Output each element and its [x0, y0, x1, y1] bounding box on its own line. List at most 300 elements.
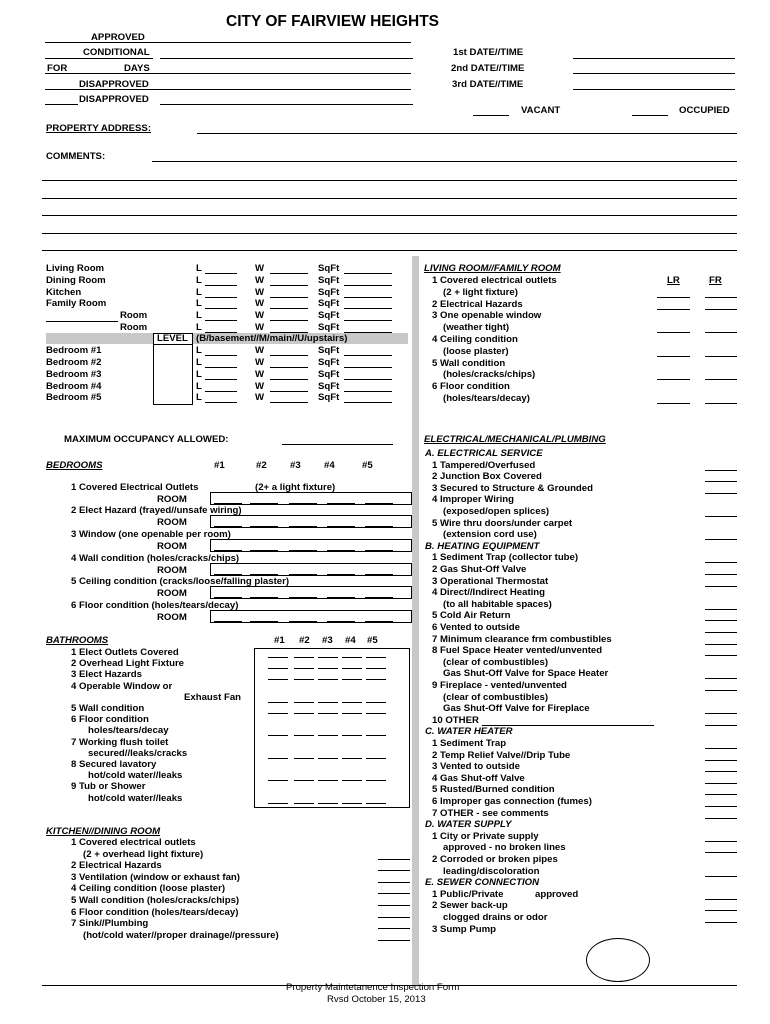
emp-blank[interactable]	[705, 725, 737, 726]
bathroom-blank[interactable]	[366, 668, 386, 669]
lr-field[interactable]	[657, 309, 690, 310]
bathroom-blank[interactable]	[294, 758, 314, 759]
emp-item: 3 Secured to Structure & Grounded	[432, 482, 593, 494]
dim-w-field[interactable]	[270, 355, 308, 356]
bathroom-blank[interactable]	[318, 668, 338, 669]
bathroom-blank[interactable]	[268, 668, 288, 669]
emp-blank[interactable]	[705, 562, 737, 563]
room-dining: Dining Room	[46, 275, 106, 286]
living-item: 6 Floor condition	[432, 381, 510, 393]
second-date-field[interactable]	[573, 73, 735, 74]
max-occupancy-field[interactable]	[282, 444, 393, 445]
emp-blank[interactable]	[705, 910, 737, 911]
room-bed1: Bedroom #1	[46, 345, 102, 356]
room-extra1: Room	[120, 310, 148, 321]
dim-l-field[interactable]	[205, 308, 237, 309]
emp-item: E. SEWER CONNECTION	[425, 877, 540, 889]
bedroom-room-label: ROOM	[157, 588, 187, 599]
bedroom-room-label: ROOM	[157, 494, 187, 505]
approved-label: APPROVED	[91, 32, 145, 43]
bedroom-blank[interactable]	[327, 574, 355, 575]
kitchen-blank[interactable]	[378, 940, 410, 941]
bedroom-blank[interactable]	[327, 526, 355, 527]
emp-blank[interactable]	[705, 620, 737, 621]
dim-l-label: L	[196, 263, 202, 274]
bathroom-blank[interactable]	[268, 735, 288, 736]
comments-line-2[interactable]	[42, 180, 737, 181]
bathroom-blank[interactable]	[366, 713, 386, 714]
emp-blank[interactable]	[705, 493, 737, 494]
emp-blank[interactable]	[705, 818, 737, 819]
level-label: LEVEL	[157, 333, 188, 344]
dim-w-field[interactable]	[270, 379, 308, 380]
dim-w-field[interactable]	[270, 402, 308, 403]
bathroom-blank[interactable]	[342, 668, 362, 669]
disapproved1-label: DISAPPROVED	[79, 79, 149, 90]
bedroom-blank[interactable]	[214, 550, 242, 551]
bedroom-blank[interactable]	[214, 526, 242, 527]
conditional-label: CONDITIONAL	[83, 47, 150, 58]
bathroom-blank[interactable]	[342, 657, 362, 658]
first-date-field[interactable]	[573, 58, 735, 59]
occupied-field[interactable]	[632, 115, 668, 116]
dim-sqft-field[interactable]	[344, 308, 392, 309]
dim-sqft-label: SqFt	[318, 369, 340, 380]
comments-line-4[interactable]	[42, 215, 737, 216]
bedroom-blank[interactable]	[289, 503, 317, 504]
bathroom-blank[interactable]	[294, 668, 314, 669]
kitchen-item: 2 Electrical Hazards	[71, 860, 162, 872]
dim-sqft-field[interactable]	[344, 367, 392, 368]
emp-item: (clear of combustibles)	[443, 691, 549, 703]
bathroom-item: 6 Floor condition	[71, 714, 149, 726]
fr-field[interactable]	[705, 297, 737, 298]
bedroom-col-5: #5	[362, 460, 373, 471]
vacant-field[interactable]	[473, 115, 509, 116]
bathroom-item: holes/tears/decay	[88, 725, 169, 737]
dim-w-field[interactable]	[270, 273, 308, 274]
bathroom-item: 5 Wall condition	[71, 703, 145, 714]
living-item: 3 One openable window	[432, 310, 542, 322]
bedroom-item: 6 Floor condition (holes/tears/decay)	[71, 600, 239, 611]
bathroom-blank[interactable]	[318, 657, 338, 658]
dim-l-label: L	[196, 310, 202, 321]
second-date-label: 2nd DATE//TIME	[451, 63, 525, 74]
bedroom-blank[interactable]	[250, 526, 278, 527]
emp-item: D. WATER SUPPLY	[425, 819, 512, 831]
comments-line-3[interactable]	[42, 198, 737, 199]
dim-l-field[interactable]	[205, 285, 237, 286]
bathroom-blank[interactable]	[318, 758, 338, 759]
comments-label: COMMENTS:	[46, 151, 106, 162]
bedroom-item: 2 Elect Hazard (frayed//unsafe wiring)	[71, 505, 242, 516]
lr-field[interactable]	[657, 403, 690, 404]
bathroom-blank[interactable]	[268, 702, 288, 703]
emp-blank[interactable]	[705, 783, 737, 784]
emp-blank[interactable]	[705, 632, 737, 633]
room-bed3: Bedroom #3	[46, 369, 102, 380]
kitchen-item: (hot/cold water//proper drainage//pressure)	[83, 929, 279, 941]
dim-l-label: L	[196, 287, 202, 298]
bedroom-col-1: #1	[214, 460, 225, 471]
emp-blank[interactable]	[705, 678, 737, 679]
emp-blank[interactable]	[705, 470, 737, 471]
bathroom-item: 4 Operable Window or	[71, 680, 173, 692]
emp-blank[interactable]	[705, 609, 737, 610]
bedroom-blank[interactable]	[214, 597, 242, 598]
emp-item: 9 Fireplace - vented/unvented	[432, 680, 567, 691]
bedroom-blank[interactable]	[327, 621, 355, 622]
dim-l-label: L	[196, 357, 202, 368]
room-extra1-name[interactable]	[46, 321, 118, 322]
bathroom-blank[interactable]	[318, 713, 338, 714]
bathroom-item: 1 Elect Outlets Covered	[71, 647, 179, 658]
bathroom-blank[interactable]	[294, 735, 314, 736]
emp-item: 3 Sump Pump	[432, 923, 496, 935]
bedroom-blank[interactable]	[250, 550, 278, 551]
living-item: 5 Wall condition	[432, 357, 506, 369]
emp-blank[interactable]	[705, 713, 737, 714]
for-rule	[45, 73, 411, 74]
emp-item: approved	[535, 888, 579, 900]
fr-field[interactable]	[705, 379, 737, 380]
bedroom-blank[interactable]	[214, 621, 242, 622]
emp-item: Gas Shut-Off Valve for Space Heater	[443, 668, 609, 680]
dim-sqft-label: SqFt	[318, 357, 340, 368]
emp-item: Gas Shut-Off Valve for Fireplace	[443, 703, 590, 715]
bedroom-blank[interactable]	[289, 574, 317, 575]
emp-item: 1 City or Private supply	[432, 830, 539, 842]
dim-l-label: L	[196, 381, 202, 392]
emp-item: B. HEATING EQUIPMENT	[425, 540, 540, 552]
bedroom-col-2: #2	[256, 460, 267, 471]
bedroom-blank[interactable]	[327, 597, 355, 598]
bedroom-blank[interactable]	[250, 597, 278, 598]
bathroom-blank[interactable]	[342, 780, 362, 781]
dim-sqft-label: SqFt	[318, 275, 340, 286]
dim-l-field[interactable]	[205, 367, 237, 368]
bedroom-item: 4 Wall condition (holes/cracks/chips)	[71, 553, 240, 564]
bedroom-blank[interactable]	[365, 526, 393, 527]
emp-blank[interactable]	[705, 806, 737, 807]
bathroom-blank[interactable]	[294, 657, 314, 658]
living-item: (weather tight)	[443, 322, 510, 334]
dim-w-label: W	[255, 369, 265, 380]
fr-field[interactable]	[705, 356, 737, 357]
dim-l-field[interactable]	[205, 297, 237, 298]
kitchen-item: 6 Floor condition (holes/tears/decay)	[71, 906, 239, 918]
bathroom-blank[interactable]	[366, 780, 386, 781]
bedroom-room-label: ROOM	[157, 565, 187, 576]
dim-sqft-field[interactable]	[344, 285, 392, 286]
emp-item: (exposed/open splices)	[443, 506, 550, 517]
living-item: (holes/tears/decay)	[443, 393, 530, 404]
dim-w-field[interactable]	[270, 367, 308, 368]
dim-l-label: L	[196, 298, 202, 309]
comments-line-6[interactable]	[42, 250, 737, 251]
dim-sqft-field[interactable]	[344, 273, 392, 274]
disapproved2-rule	[160, 104, 413, 105]
dim-w-field[interactable]	[270, 320, 308, 321]
dim-l-field[interactable]	[205, 391, 237, 392]
lr-col: LR	[667, 275, 680, 286]
dim-l-label: L	[196, 392, 202, 403]
bathroom-blank[interactable]	[342, 679, 362, 680]
room-extra2: Room	[120, 322, 148, 333]
emp-item: 2 Gas Shut-Off Valve	[432, 564, 527, 575]
emp-blank[interactable]	[705, 655, 737, 656]
bedroom-blank[interactable]	[327, 550, 355, 551]
dim-l-label: L	[196, 322, 202, 333]
emp-item: 6 Improper gas connection (fumes)	[432, 796, 592, 807]
dim-sqft-field[interactable]	[344, 297, 392, 298]
dim-sqft-label: SqFt	[318, 381, 340, 392]
kitchen-blank[interactable]	[378, 870, 410, 871]
emp-item: 2 Corroded or broken pipes	[432, 854, 558, 865]
bathroom-blank[interactable]	[342, 702, 362, 703]
dim-l-field[interactable]	[205, 402, 237, 403]
lr-field[interactable]	[657, 356, 690, 357]
bathroom-blank[interactable]	[366, 679, 386, 680]
dim-sqft-field[interactable]	[344, 355, 392, 356]
kitchen-blank[interactable]	[378, 905, 410, 906]
dim-sqft-field[interactable]	[344, 379, 392, 380]
bathroom-blank[interactable]	[318, 679, 338, 680]
bedroom-blank[interactable]	[365, 597, 393, 598]
bathroom-blank[interactable]	[294, 713, 314, 714]
dim-sqft-field[interactable]	[344, 402, 392, 403]
bathroom-blank[interactable]	[294, 780, 314, 781]
max-occupancy-label: MAXIMUM OCCUPANCY ALLOWED:	[64, 434, 229, 445]
bathroom-grid-box[interactable]	[254, 648, 410, 808]
bathroom-blank[interactable]	[366, 657, 386, 658]
for-label: FOR	[47, 63, 68, 74]
dim-w-field[interactable]	[270, 297, 308, 298]
bedroom-item: (2+ a light fixture)	[255, 482, 336, 493]
emp-blank[interactable]	[705, 481, 737, 482]
property-address-field[interactable]	[197, 133, 737, 134]
kitchen-item: 1 Covered electrical outlets	[71, 837, 196, 848]
bedroom-blank[interactable]	[289, 526, 317, 527]
room-bed2: Bedroom #2	[46, 357, 102, 368]
fr-field[interactable]	[705, 332, 737, 333]
emp-blank[interactable]	[705, 760, 737, 761]
emp-item: 10 OTHER	[432, 714, 479, 726]
bathroom-blank[interactable]	[294, 803, 314, 804]
bath-col-3: #3	[322, 635, 333, 646]
dim-sqft-label: SqFt	[318, 345, 340, 356]
dim-w-field[interactable]	[270, 285, 308, 286]
emp-item: leading/discoloration	[443, 865, 540, 877]
bedroom-blank[interactable]	[365, 550, 393, 551]
emp-blank[interactable]	[705, 539, 737, 540]
bedroom-blank[interactable]	[250, 574, 278, 575]
fr-field[interactable]	[705, 403, 737, 404]
bedroom-blank[interactable]	[250, 621, 278, 622]
bathroom-blank[interactable]	[366, 803, 386, 804]
dim-sqft-label: SqFt	[318, 287, 340, 298]
bathroom-blank[interactable]	[318, 803, 338, 804]
footer-line-2: Rvsd October 15, 2013	[327, 994, 426, 1005]
emp-blank[interactable]	[705, 586, 737, 587]
kitchen-blank[interactable]	[378, 917, 410, 918]
bedroom-blank[interactable]	[289, 550, 317, 551]
kitchen-item: 5 Wall condition (holes/cracks/chips)	[71, 895, 240, 906]
bathroom-blank[interactable]	[268, 758, 288, 759]
bathroom-blank[interactable]	[268, 780, 288, 781]
dim-l-field[interactable]	[205, 320, 237, 321]
dim-l-field[interactable]	[205, 332, 237, 333]
emp-blank[interactable]	[705, 899, 737, 900]
emp-blank[interactable]	[705, 794, 737, 795]
disapproved2-label: DISAPPROVED	[79, 94, 149, 105]
third-date-field[interactable]	[573, 89, 735, 90]
bath-col-5: #5	[367, 635, 378, 646]
emp-item: 5 Wire thru doors/under carpet	[432, 517, 573, 529]
bathroom-item: 7 Working flush toilet	[71, 736, 169, 748]
living-item: (2 + light fixture)	[443, 286, 518, 298]
disapproved2-line[interactable]	[45, 104, 78, 105]
footer-line-1: Property Maintetanence Inspection Form	[286, 982, 460, 993]
dim-sqft-label: SqFt	[318, 392, 340, 403]
bedroom-blank[interactable]	[327, 503, 355, 504]
emp-item: (to all habitable spaces)	[443, 598, 552, 610]
emp-item: 7 Minimum clearance frm combustibles	[432, 633, 612, 645]
center-divider	[412, 256, 419, 986]
dim-sqft-field[interactable]	[344, 320, 392, 321]
bathroom-blank[interactable]	[366, 702, 386, 703]
bathroom-blank[interactable]	[268, 679, 288, 680]
bedroom-blank[interactable]	[289, 621, 317, 622]
emp-item: 2 Sewer back-up	[432, 900, 508, 912]
emp-item: 1 Sediment Trap	[432, 738, 507, 749]
bathroom-blank[interactable]	[318, 735, 338, 736]
dim-l-field[interactable]	[205, 379, 237, 380]
emp-blank[interactable]	[705, 574, 737, 575]
emp-blank[interactable]	[705, 748, 737, 749]
comments-line-5[interactable]	[42, 233, 737, 234]
emp-blank[interactable]	[705, 852, 737, 853]
living-item: 4 Ceiling condition	[432, 334, 518, 345]
dim-w-field[interactable]	[270, 308, 308, 309]
bedroom-blank[interactable]	[250, 503, 278, 504]
dim-w-label: W	[255, 263, 265, 274]
dim-sqft-label: SqFt	[318, 263, 340, 274]
conditional-line[interactable]	[45, 58, 153, 59]
bathroom-blank[interactable]	[366, 758, 386, 759]
bathroom-item: 3 Elect Hazards	[71, 669, 142, 681]
emp-item: 5 Cold Air Return	[432, 610, 511, 622]
bathroom-blank[interactable]	[294, 679, 314, 680]
dim-w-label: W	[255, 345, 265, 356]
bedroom-blank[interactable]	[214, 574, 242, 575]
bathroom-blank[interactable]	[318, 780, 338, 781]
living-item: (loose plaster)	[443, 345, 509, 357]
emp-item: 1 Sediment Trap (collector tube)	[432, 552, 579, 564]
emp-blank[interactable]	[705, 690, 737, 691]
bathroom-blank[interactable]	[342, 758, 362, 759]
comments-line-1[interactable]	[152, 161, 737, 162]
bathroom-item: hot/cold water//leaks	[88, 770, 183, 782]
bedrooms-heading: BEDROOMS	[46, 460, 103, 471]
bathroom-blank[interactable]	[268, 803, 288, 804]
bathroom-blank[interactable]	[342, 713, 362, 714]
emp-item: 3 Operational Thermostat	[432, 575, 549, 587]
emp-blank[interactable]	[705, 922, 737, 923]
dim-sqft-field[interactable]	[344, 391, 392, 392]
emp-item: A. ELECTRICAL SERVICE	[425, 448, 543, 459]
bathroom-blank[interactable]	[294, 702, 314, 703]
emp-item: 1 Tampered/Overfused	[432, 459, 536, 471]
dim-w-label: W	[255, 310, 265, 321]
kitchen-blank[interactable]	[378, 882, 410, 883]
emp-heading: ELECTRICAL/MECHANICAL/PLUMBING	[424, 434, 606, 445]
emp-item: 4 Improper Wiring	[432, 494, 515, 506]
lr-field[interactable]	[657, 379, 690, 380]
dim-sqft-label: SqFt	[318, 322, 340, 333]
emp-blank[interactable]	[705, 644, 737, 645]
bedroom-blank[interactable]	[365, 621, 393, 622]
dim-sqft-label: SqFt	[318, 298, 340, 309]
bathroom-blank[interactable]	[342, 735, 362, 736]
kitchen-blank[interactable]	[378, 859, 410, 860]
dim-w-field[interactable]	[270, 391, 308, 392]
inspector-circle[interactable]	[586, 938, 650, 982]
third-date-label: 3rd DATE//TIME	[452, 79, 524, 90]
emp-item: 7 OTHER - see comments	[432, 807, 549, 819]
occupied-label: OCCUPIED	[679, 105, 730, 116]
emp-blank[interactable]	[705, 516, 737, 517]
bathroom-blank[interactable]	[268, 657, 288, 658]
bathroom-blank[interactable]	[318, 702, 338, 703]
emp-other-field[interactable]	[482, 725, 654, 726]
dim-sqft-field[interactable]	[344, 332, 392, 333]
fr-col: FR	[709, 275, 722, 286]
room-kitchen: Kitchen	[46, 287, 82, 298]
emp-item: 8 Fuel Space Heater vented/unvented	[432, 645, 603, 657]
property-address-label: PROPERTY ADDRESS:	[46, 123, 152, 134]
bedroom-level-box[interactable]	[153, 344, 193, 405]
dim-w-field[interactable]	[270, 332, 308, 333]
bathroom-blank[interactable]	[366, 735, 386, 736]
emp-blank[interactable]	[705, 876, 737, 877]
emp-blank[interactable]	[705, 771, 737, 772]
kitchen-blank[interactable]	[378, 928, 410, 929]
bedroom-blank[interactable]	[365, 574, 393, 575]
bathroom-blank[interactable]	[342, 803, 362, 804]
fr-field[interactable]	[705, 309, 737, 310]
bath-col-4: #4	[345, 635, 356, 646]
bedroom-blank[interactable]	[214, 503, 242, 504]
kitchen-blank[interactable]	[378, 893, 410, 894]
dim-w-label: W	[255, 392, 265, 403]
bedroom-blank[interactable]	[289, 597, 317, 598]
bedroom-room-label: ROOM	[157, 517, 187, 528]
dim-l-field[interactable]	[205, 355, 237, 356]
lr-field[interactable]	[657, 332, 690, 333]
lr-field[interactable]	[657, 297, 690, 298]
dim-l-field[interactable]	[205, 273, 237, 274]
bedroom-item: 3 Window (one openable per room)	[71, 529, 231, 540]
emp-blank[interactable]	[705, 841, 737, 842]
bathroom-blank[interactable]	[268, 713, 288, 714]
kitchen-item: 4 Ceiling condition (loose plaster)	[71, 883, 226, 895]
bathroom-item: Exhaust Fan	[184, 691, 242, 703]
emp-item: 5 Rusted/Burned condition	[432, 784, 555, 796]
dim-w-label: W	[255, 381, 265, 392]
bathrooms-heading: BATHROOMS	[46, 635, 109, 646]
bedroom-blank[interactable]	[365, 503, 393, 504]
